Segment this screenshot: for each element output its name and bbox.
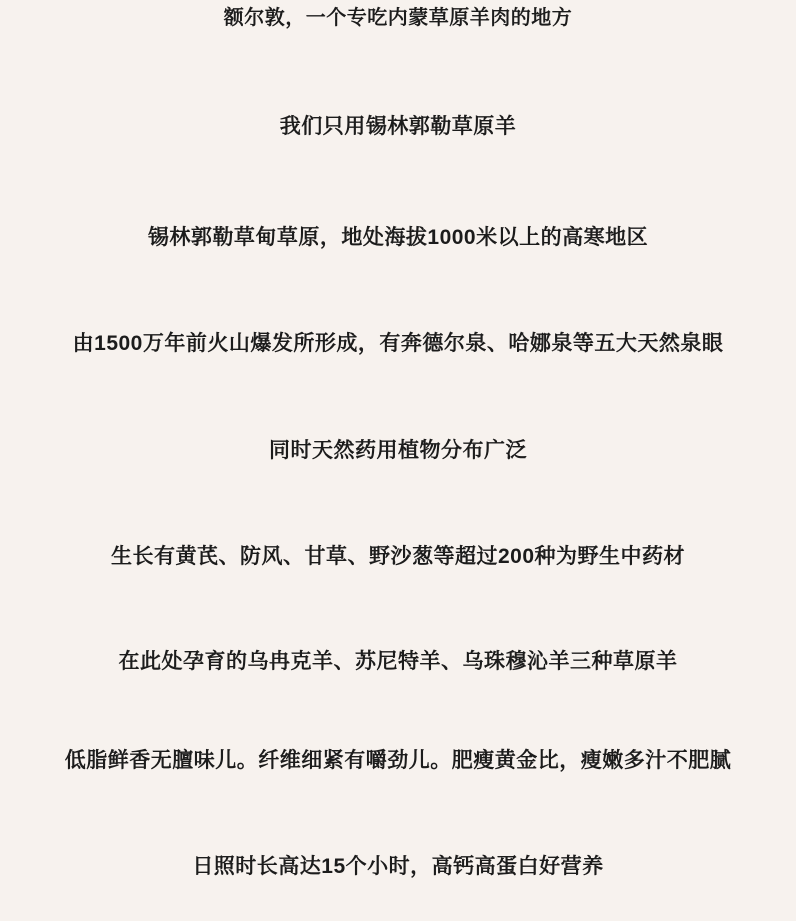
text-line-2: 我们只用锡林郭勒草原羊 [279,115,517,138]
text-line-8: 低脂鲜香无膻味儿。纤维细紧有嚼劲儿。肥瘦黄金比，瘦嫩多汁不肥腻 [64,749,732,773]
text-line-5: 同时天然药用植物分布广泛 [269,439,527,463]
text-line-3: 锡林郭勒草甸草原，地处海拔1000米以上的高寒地区 [147,226,649,250]
text-line-6: 生长有黄芪、防风、甘草、野沙葱等超过200种为野生中药材 [110,544,686,568]
text-line-9: 日照时长高达15个小时，高钙高蛋白好营养 [192,854,604,878]
text-line-7: 在此处孕育的乌冉克羊、苏尼特羊、乌珠穆沁羊三种草原羊 [118,649,678,673]
text-line-4: 由1500万年前火山爆发所形成，有奔德尔泉、哈娜泉等五大天然泉眼 [72,331,724,355]
text-line-1: 额尔敦，一个专吃内蒙草原羊肉的地方 [223,7,573,29]
